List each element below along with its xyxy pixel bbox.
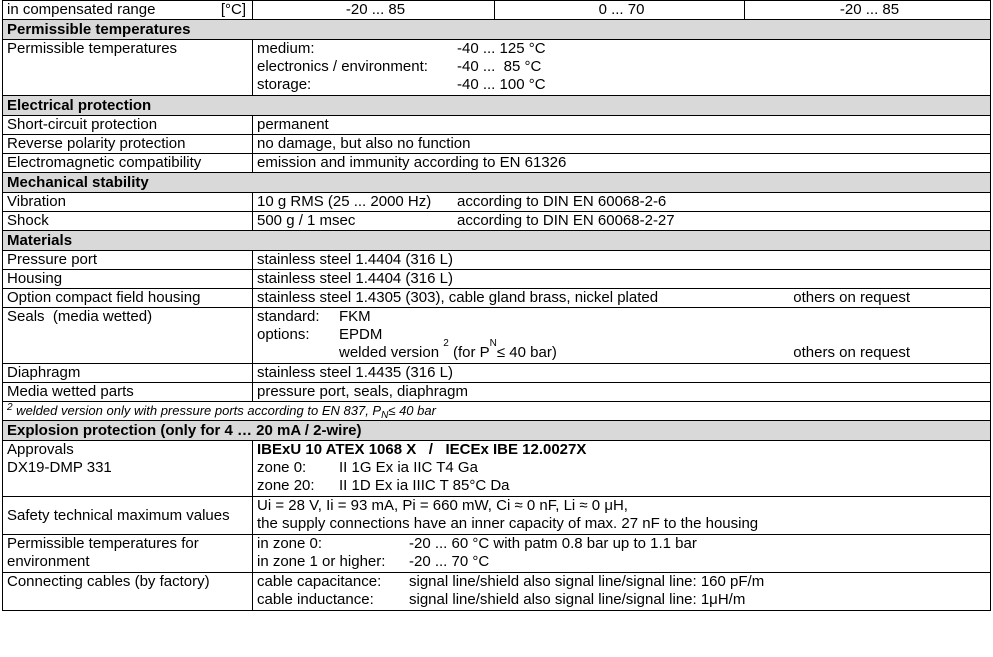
cables-value: cable capacitance: signal line/shield also signal line/signal line: 160 pF/m cable inductance: signal line/shield also signal line/signal line: 1μH/m bbox=[253, 573, 991, 611]
wetted-parts-label: Media wetted parts bbox=[3, 383, 253, 402]
permissible-values: medium: -40 ... 125 °C electronics / environment: -40 ... 85 °C storage: -40 ... 100 °C bbox=[253, 40, 991, 96]
reverse-polarity-value: no damage, but also no function bbox=[253, 135, 991, 154]
housing-label: Housing bbox=[3, 270, 253, 289]
env-temp-label: Permissible temperatures for environment bbox=[3, 535, 253, 573]
env-temp-value: in zone 0: -20 ... 60 °C with patm 0.8 bar up to 1.1 bar in zone 1 or higher: -20 ... 70 °C bbox=[253, 535, 991, 573]
seals-value: standard: FKM options: EPDM welded version 2 (for P N ≤ 40 bar) others on request bbox=[253, 308, 991, 364]
short-circuit-label: Short-circuit protection bbox=[3, 116, 253, 135]
pressure-port-value: stainless steel 1.4404 (316 L) bbox=[253, 251, 991, 270]
pressure-port-label: Pressure port bbox=[3, 251, 253, 270]
range-2: 0 ... 70 bbox=[495, 1, 745, 20]
reverse-polarity-label: Reverse polarity protection bbox=[3, 135, 253, 154]
vibration-label: Vibration bbox=[3, 193, 253, 212]
vibration-value: 10 g RMS (25 ... 2000 Hz) according to DIN EN 60068-2-6 bbox=[253, 193, 991, 212]
range-3: -20 ... 85 bbox=[745, 1, 991, 20]
range-1: -20 ... 85 bbox=[253, 1, 495, 20]
short-circuit-value: permanent bbox=[253, 116, 991, 135]
section-mechanical: Mechanical stability bbox=[3, 173, 991, 193]
compensated-label: in compensated range [°C] bbox=[3, 1, 253, 20]
shock-label: Shock bbox=[3, 212, 253, 231]
footnote: $^2$ welded version only with pressure ports according to EN 837, $P_N\le 40$ bar bbox=[3, 402, 991, 421]
compact-housing-label: Option compact field housing bbox=[3, 289, 253, 308]
section-materials: Materials bbox=[3, 231, 991, 251]
diaphragm-value: stainless steel 1.4435 (316 L) bbox=[253, 364, 991, 383]
shock-value: 500 g / 1 msec according to DIN EN 60068-2-27 bbox=[253, 212, 991, 231]
spec-table bbox=[2, 0, 991, 611]
safety-value: Ui = 28 V, Ii = 93 mA, Pi = 660 mW, Ci ≈ 0 nF, Li ≈ 0 μH, the supply connections have an inner capacity of max. 27 nF to the housing bbox=[253, 497, 991, 535]
housing-value: stainless steel 1.4404 (316 L) bbox=[253, 270, 991, 289]
cables-label: Connecting cables (by factory) bbox=[3, 573, 253, 611]
approvals-label: Approvals DX19-DMP 331 bbox=[3, 441, 253, 497]
emc-value: emission and immunity according to EN 61326 bbox=[253, 154, 991, 173]
wetted-parts-value: pressure port, seals, diaphragm bbox=[253, 383, 991, 402]
diaphragm-label: Diaphragm bbox=[3, 364, 253, 383]
seals-label: Seals (media wetted) bbox=[3, 308, 253, 364]
section-permissible: Permissible temperatures bbox=[3, 20, 991, 40]
emc-label: Electromagnetic compatibility bbox=[3, 154, 253, 173]
compensated-range-row bbox=[3, 1, 991, 20]
compact-housing-value: stainless steel 1.4305 (303), cable gland brass, nickel plated others on request bbox=[253, 289, 991, 308]
approvals-value: IBExU 10 ATEX 1068 X / IECEx IBE 12.0027X zone 0: II 1G Ex ia IIC T4 Ga zone 20: II 1D Ex ia IIIC T 85°C Da bbox=[253, 441, 991, 497]
safety-label: Safety technical maximum values bbox=[3, 497, 253, 535]
permissible-label: Permissible temperatures bbox=[3, 40, 253, 96]
section-explosion: Explosion protection (only for 4 … 20 mA / 2-wire) bbox=[3, 421, 991, 441]
section-electrical: Electrical protection bbox=[3, 96, 991, 116]
unit-label: [°C] bbox=[220, 1, 246, 18]
